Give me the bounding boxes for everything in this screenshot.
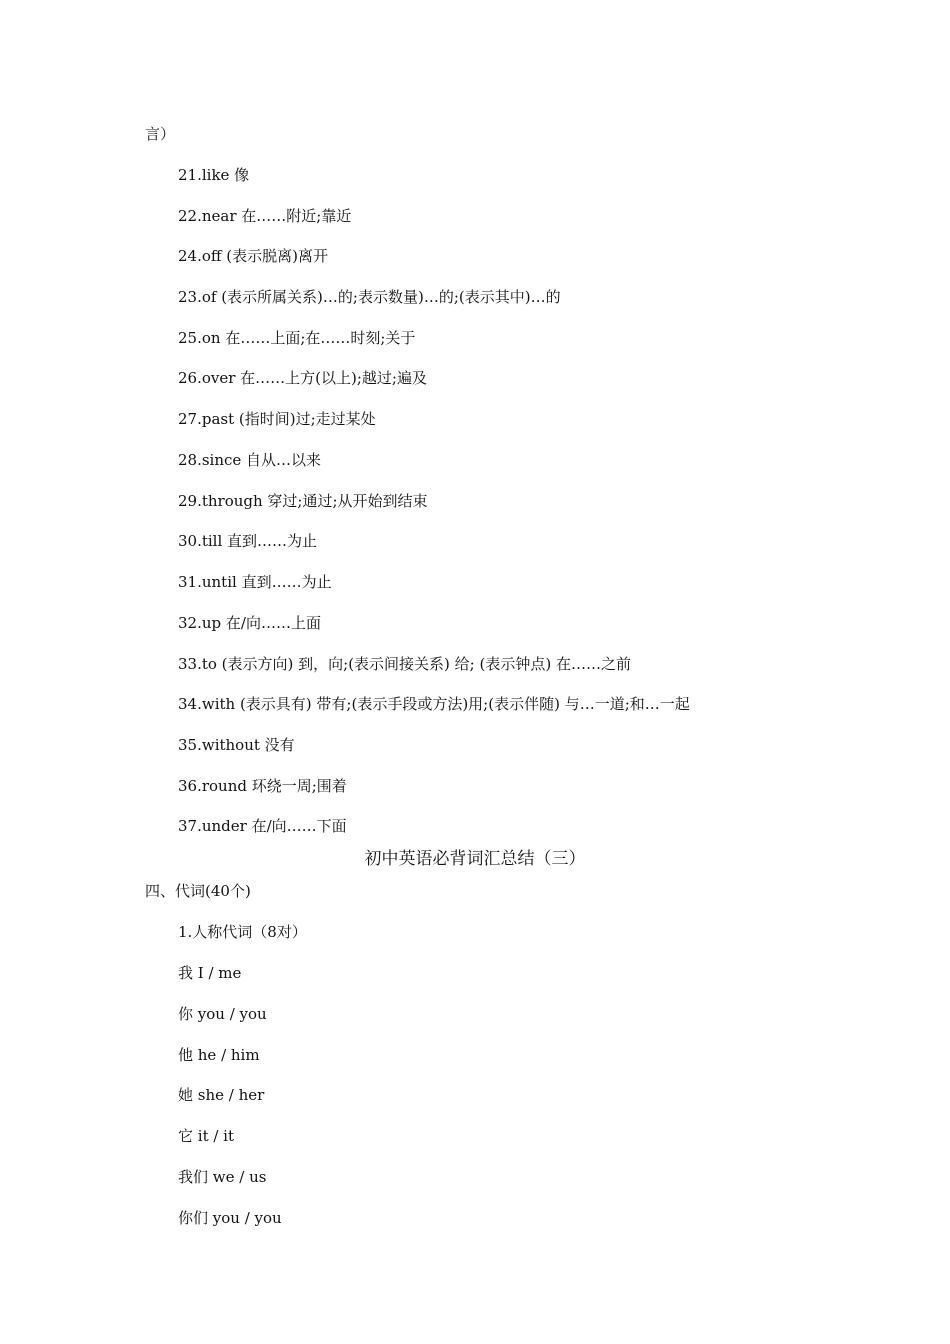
subsection-heading: 1.人称代词（8对）	[178, 923, 307, 941]
list-item: 你 you / you	[178, 1005, 267, 1023]
list-item: 23.of (表示所属关系)…的;表示数量)…的;(表示其中)…的	[178, 288, 561, 306]
section-heading: 四、代词(40个)	[145, 882, 251, 900]
list-item: 21.like 像	[178, 166, 250, 184]
list-item: 你们 you / you	[178, 1209, 282, 1227]
list-item: 我们 we / us	[178, 1168, 267, 1186]
list-item: 30.till 直到……为止	[178, 532, 318, 550]
list-item: 33.to (表示方向) 到，向;(表示间接关系) 给; (表示钟点) 在……之前	[178, 655, 631, 673]
list-item: 37.under 在/向……下面	[178, 817, 347, 835]
list-item: 32.up 在/向……上面	[178, 614, 321, 632]
list-item: 28.since 自从…以来	[178, 451, 322, 469]
list-item: 26.over 在……上方(以上);越过;遍及	[178, 369, 427, 387]
list-item: 22.near 在……附近;靠近	[178, 207, 352, 225]
list-item: 我 I / me	[178, 964, 242, 982]
continuation-text: 言）	[145, 125, 176, 143]
list-item: 29.through 穿过;通过;从开始到结束	[178, 492, 428, 510]
list-item: 35.without 没有	[178, 736, 295, 754]
list-item: 24.off (表示脱离)离开	[178, 247, 329, 265]
list-item: 她 she / her	[178, 1086, 265, 1104]
list-item: 34.with (表示具有) 带有;(表示手段或方法)用;(表示伴随) 与…一道;和…一起	[178, 695, 690, 713]
list-item: 25.on 在……上面;在……时刻;关于	[178, 329, 416, 347]
list-item: 他 he / him	[178, 1046, 260, 1064]
section-title: 初中英语必背词汇总结（三）	[364, 849, 586, 869]
list-item: 31.until 直到……为止	[178, 573, 332, 591]
list-item: 36.round 环绕一周;围着	[178, 777, 347, 795]
list-item: 它 it / it	[178, 1127, 235, 1145]
list-item: 27.past (指时间)过;走过某处	[178, 410, 376, 428]
